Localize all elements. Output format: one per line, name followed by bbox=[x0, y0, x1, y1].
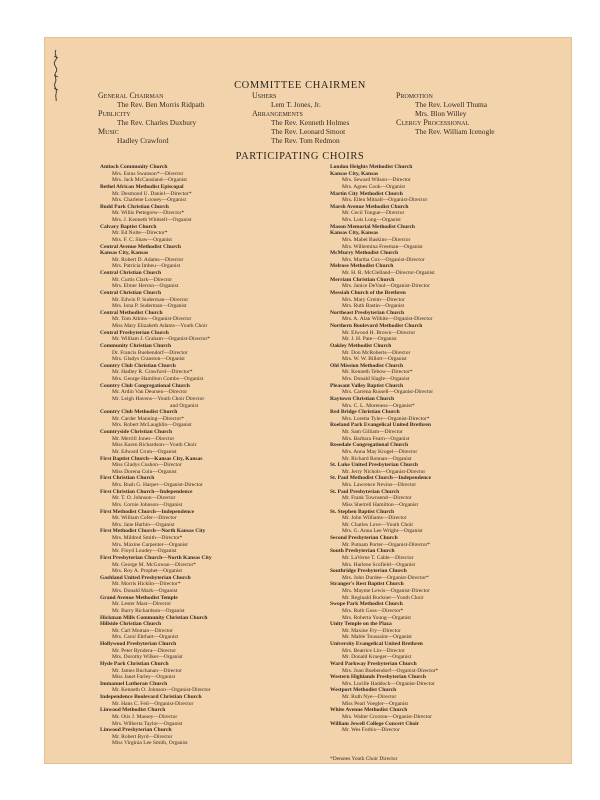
church-name: Old Mission Methodist Church bbox=[330, 362, 404, 369]
person-entry: Mr. George M. McGowan—Director* bbox=[112, 561, 197, 568]
church-name: Martin City Methodist Church bbox=[330, 190, 403, 197]
person-entry: and Organist bbox=[170, 402, 199, 409]
church-name: Central Christian Church bbox=[100, 289, 162, 296]
church-name: Central Presbyterian Church bbox=[100, 329, 169, 336]
person-entry: Mrs. Lucille Haddock—Organist-Director bbox=[342, 680, 435, 687]
person-entry: Mr. William Cofer—Director bbox=[112, 515, 177, 522]
person-entry: Mrs. Wilhemina Freeman—Organist bbox=[342, 243, 423, 250]
church-name: Northern Boulevard Methodist Church bbox=[330, 323, 423, 329]
church-name: First Baptist Church—Kansas City, Kansas bbox=[100, 455, 203, 462]
person-entry: Mr. Leigh Havens—Youth Choir Director bbox=[112, 395, 205, 402]
church-name: Hillside Christian Church bbox=[100, 621, 162, 628]
church-name: South Presbyterian Church bbox=[330, 548, 395, 555]
person-entry: Mr. Kenneth O. Johnson—Organist-Director bbox=[112, 687, 211, 694]
church-name: Red Bridge Christian Church bbox=[330, 409, 400, 416]
church-name: Immanuel Lutheran Church bbox=[100, 680, 168, 687]
person-entry: Mr. Edward Crum—Organist bbox=[112, 448, 177, 455]
person-entry: Mr. LaVerne T. Cable—Director bbox=[342, 554, 414, 561]
person-entry: Mr. Elwood H. Brown—Director bbox=[342, 329, 416, 336]
person-entry: Mr. Lester Mast—Director bbox=[112, 601, 172, 608]
person-entry: Miss Pearl Voegler—Organist bbox=[342, 700, 408, 707]
person-entry: Mrs. Donald Mark—Organist bbox=[112, 588, 178, 594]
committee-label: Clergy Processional bbox=[396, 117, 470, 127]
person-entry: Mrs. F. C. Shaw—Organist bbox=[112, 236, 172, 243]
section-title: PARTICIPATING CHOIRS bbox=[235, 151, 365, 162]
church-name: St. Paul Methodist Church—Independence bbox=[330, 475, 432, 482]
church-name: Antioch Community Church bbox=[100, 164, 168, 170]
person-entry: Mrs. Martha Cox—Organist-Director bbox=[342, 256, 425, 263]
person-entry: Mr. Robert Byrd—Director bbox=[112, 733, 173, 740]
committee-label: General Chairman bbox=[98, 91, 164, 100]
church-name: First Methodist Church—Independence bbox=[100, 508, 195, 515]
person-entry: Mrs. Agnes Cook—Organist bbox=[342, 183, 405, 190]
person-entry: Mrs. George Hamilton Combs—Organist bbox=[112, 376, 204, 382]
church-name: McMurry Methodist Church bbox=[330, 250, 399, 257]
handwritten-annotation bbox=[50, 48, 62, 103]
person-entry: Miss Sherrell Hamilton—Organist bbox=[342, 501, 418, 508]
person-entry: Mrs. Barbara Fearn—Organist bbox=[342, 435, 410, 442]
person-entry: Mr. Carl Moman—Director bbox=[112, 627, 173, 634]
committee-label: Publicity bbox=[98, 108, 131, 118]
person-entry: Miss Virginia Lee Smith, Organist bbox=[112, 740, 188, 747]
church-name: Linwood Methodist Church bbox=[100, 707, 166, 714]
person-entry: Mrs. Mildred Smith—Director* bbox=[112, 535, 183, 541]
person-entry: Mr. Willis Pettegrew—Director* bbox=[112, 210, 185, 217]
church-name: Swope Park Methodist Church bbox=[330, 601, 403, 608]
person-entry: Mrs. Ruth Bastin—Organist bbox=[342, 303, 405, 310]
choir-list-right bbox=[330, 164, 576, 734]
person-entry: Mrs. Loretta Tyler—Organist-Director* bbox=[342, 415, 430, 422]
person-entry: The Rev. Lowell Thuma bbox=[415, 99, 488, 109]
church-name: St. Stephen Baptist Church bbox=[330, 508, 395, 515]
church-name: Second Presbyterian Church bbox=[330, 535, 398, 541]
church-name: Western Highlands Presbyterian Church bbox=[330, 674, 426, 681]
committee-column-1 bbox=[98, 92, 205, 145]
church-name: Central Avenue Methodist Church bbox=[100, 243, 181, 250]
person-entry: Mr. Wes Forbis—Director bbox=[342, 727, 400, 734]
person-entry: Mrs. Jack McCausland—Organist bbox=[112, 177, 187, 184]
person-entry: Mrs. Carol Ehrhart—Organist bbox=[112, 634, 179, 641]
church-name: London Heights Methodist Church bbox=[330, 164, 413, 170]
person-entry: Mrs. Lois Long—Organist bbox=[342, 217, 401, 223]
person-entry: Mr. William J. Graham—Organist-Director* bbox=[112, 336, 211, 343]
church-name: Raytown Christian Church bbox=[330, 395, 395, 402]
church-name: Stranger's Rest Baptist Church bbox=[330, 581, 404, 588]
church-name: William Jewell College Concert Choir bbox=[330, 720, 420, 727]
church-name: Roeland Park Evangelical United Brethren bbox=[330, 422, 431, 429]
committee-label: Music bbox=[98, 126, 119, 136]
church-name: First Presbyterian Church—North Kansas City bbox=[100, 554, 212, 561]
person-entry: Mrs. Blon Willey bbox=[415, 108, 467, 118]
person-entry: Mrs. Janice DeVaul—Organist-Director bbox=[342, 283, 430, 290]
church-name: Hollywood Presbyterian Church bbox=[100, 641, 177, 647]
person-entry: Mr. Desmond U. Daniel—Director* bbox=[112, 190, 192, 197]
choir-list-left bbox=[100, 164, 346, 747]
person-entry: Miss Dorena Coin—Organist bbox=[112, 468, 177, 475]
person-entry: Mr. J. H. Pate—Organist bbox=[342, 336, 397, 343]
church-name: Rosedale Congregational Church bbox=[330, 442, 409, 449]
person-entry: Mr. Charles Love—Youth Choir bbox=[342, 521, 414, 528]
church-name: Calvary Baptist Church bbox=[100, 223, 157, 230]
person-entry: The Rev. Ben Morris Ridpath bbox=[117, 99, 205, 109]
person-entry: Mrs. Patricia Imbeu—Organist bbox=[112, 263, 181, 270]
person-entry: Mr. Barry Richardson—Organist bbox=[112, 607, 185, 614]
person-entry: Mrs. J. Kenneth Whitsell—Organist bbox=[112, 217, 192, 223]
person-entry: Mrs. Beatrice Lin—Director bbox=[342, 647, 405, 654]
person-entry: Mr. Carder Manning—Director* bbox=[112, 415, 184, 422]
page-title: COMMITTEE CHAIRMEN bbox=[234, 80, 366, 91]
person-entry: Mr. Kenneth Tebow—Director* bbox=[342, 369, 413, 376]
person-entry: Mrs. Dorothy Wilker—Organist bbox=[112, 654, 183, 661]
church-name: Marsh Avenue Methodist Church bbox=[330, 203, 409, 210]
person-entry: Mr. T. O. Johnson—Director bbox=[112, 495, 176, 502]
church-name: Gashland United Presbyterian Church bbox=[100, 574, 191, 581]
committee-column-2 bbox=[252, 92, 349, 145]
person-entry: Mr. Morris Hicklin—Director* bbox=[112, 581, 181, 588]
church-name: Unity Temple on the Plaza bbox=[330, 621, 392, 628]
church-name: Central Christian Church bbox=[100, 270, 162, 276]
person-entry: Mrs. Anna May Krogel—Director bbox=[342, 448, 418, 455]
person-entry: Miss Janet Farley—Organist bbox=[112, 674, 176, 681]
church-name: St. Paul Presbyterian Church bbox=[330, 488, 400, 495]
person-entry: Mr. Donald Krueger—Organist bbox=[342, 654, 412, 661]
person-entry: Mrs. Gladys Cranston—Organist bbox=[112, 356, 185, 363]
church-name: Hickman Mills Community Christian Church bbox=[100, 614, 208, 621]
person-entry: Mrs. Mabel Baskins—Director bbox=[342, 236, 411, 243]
church-name: Oakley Methodist Church bbox=[330, 342, 392, 349]
person-entry: Mr. Merrill Jones—Director bbox=[112, 435, 175, 442]
person-entry: Miss Karen Richardson—Youth Choir bbox=[112, 442, 197, 449]
person-entry: Mr. Reginald Buckner—Youth Choir bbox=[342, 594, 424, 601]
person-entry: Mr. John Williams—Director bbox=[342, 515, 407, 522]
church-name: Country Club Methodist Church bbox=[100, 409, 178, 416]
person-entry: Miss Gladys Cushon—Director bbox=[112, 462, 182, 469]
person-entry: Mr. Hadley R. Crawford—Director* bbox=[112, 369, 193, 376]
person-entry: Mrs. Walter Croxton—Organist-Director bbox=[342, 713, 432, 720]
person-entry: Mrs. Elmer Herron—Organist bbox=[112, 283, 179, 290]
church-name: Westport Methodist Church bbox=[330, 687, 397, 694]
person-entry: Mr. Peter Ryndera—Director bbox=[112, 647, 177, 654]
church-name: Country Club Congregational Church bbox=[100, 382, 190, 389]
church-name: Ward Parkway Presbyterian Church bbox=[330, 660, 417, 667]
person-entry: Mrs. Ellen Mitnall—Organist-Director bbox=[342, 197, 428, 204]
person-entry: Mrs. Seward Wilson—Director bbox=[342, 177, 411, 184]
person-entry: Mr. Jerry Nichols—Organist-Director bbox=[342, 468, 426, 475]
person-entry: Mr. Cecil Tongue—Director bbox=[342, 210, 405, 217]
person-entry: Mrs. Lawrence Nevins—Director bbox=[342, 482, 417, 488]
person-entry: The Rev. Leonard Smoot bbox=[271, 126, 346, 136]
person-entry: Mr. H. R. McClelland—Director-Organist bbox=[342, 270, 435, 276]
person-entry: Mr. Curtis Clark—Director bbox=[112, 276, 173, 283]
church-name: First Christian Church bbox=[100, 475, 155, 482]
church-name: Kansas City, Kansas bbox=[100, 250, 149, 257]
church-name: Kansas City, Kansas bbox=[330, 230, 379, 237]
church-name: University Evangelical United Brethren bbox=[330, 641, 423, 647]
church-name: Budd Park Christian Church bbox=[100, 203, 169, 210]
church-name: Central Methodist Church bbox=[100, 309, 163, 316]
committee-label: Promotion bbox=[396, 91, 433, 100]
person-entry: Mrs. Wilberta Taylor—Organist bbox=[112, 720, 183, 727]
person-entry: Hadley Crawford bbox=[117, 135, 169, 145]
person-entry: Mr. Don McRoberts—Director bbox=[342, 349, 411, 356]
person-entry: Dr. Francis Buebendorf—Director bbox=[112, 349, 188, 356]
person-entry: Mr. Otis J. Massey—Director bbox=[112, 713, 178, 720]
church-name: Merriam Christian Church bbox=[330, 276, 395, 283]
person-entry: Mrs. Maxine Carpenter—Organist bbox=[112, 541, 188, 548]
person-entry: Mr. Robert D. Adams—Director bbox=[112, 256, 184, 263]
person-entry: Mrs. Robert McLaughlin—Organist bbox=[112, 422, 192, 429]
church-name: First Methodist Church—North Kansas City bbox=[100, 528, 206, 535]
footnote: *Denotes Youth Choir Director bbox=[330, 756, 398, 762]
person-entry: Mrs. John Durdee—Organist-Director* bbox=[342, 574, 429, 581]
church-name: Linwood Presbyterian Church bbox=[100, 727, 172, 734]
church-name: Southridge Presbyterian Church bbox=[330, 568, 407, 575]
church-name: Mason Memorial Methodist Church bbox=[330, 223, 415, 230]
person-entry: Mrs. Rush G. Harper—Organist-Director bbox=[112, 482, 203, 488]
person-entry: Mrs. Charlene Looney—Organist bbox=[112, 197, 186, 204]
church-name: Bethel African Methodist Episcopal bbox=[100, 183, 184, 190]
person-entry: Mr. Floyd Loudey—Organist bbox=[112, 548, 177, 555]
person-entry: Mrs. Harlene Scofield—Organist bbox=[342, 561, 416, 568]
person-entry: Mr. Hans C. Feil—Organist-Director bbox=[112, 700, 194, 707]
person-entry: Lem T. Jones, Jr. bbox=[271, 99, 321, 109]
person-entry: The Rev. Kenneth Holmes bbox=[271, 117, 350, 127]
person-entry: Mrs. Mary Greim—Director bbox=[342, 296, 405, 303]
person-entry: Mr. Ardin Van Deursen—Director bbox=[112, 389, 188, 396]
church-name: Northeast Presbyterian Church bbox=[330, 309, 405, 316]
person-entry: Mrs. W. W. Billott—Organist bbox=[342, 356, 407, 363]
person-entry: Mr. James Buchanan—Director bbox=[112, 667, 182, 674]
church-name: Kansas City, Kansas bbox=[330, 170, 379, 177]
person-entry: Mrs. G. Anna Lee Wright—Organist bbox=[342, 528, 423, 535]
church-name: Countryside Christian Church bbox=[100, 429, 173, 435]
person-entry: Mr. Maxine Fry—Director bbox=[342, 627, 401, 634]
church-name: First Christian Church—Independence bbox=[100, 488, 193, 495]
person-entry: Miss Mary Elizabeth Adams—Youth Choir bbox=[112, 323, 208, 329]
church-name: Melrose Methodist Church bbox=[330, 263, 394, 270]
person-entry: Mrs. Carrena Russell—Organist-Director bbox=[342, 389, 434, 396]
church-name: Independence Boulevard Christian Church bbox=[100, 694, 202, 700]
committee-column-3 bbox=[396, 92, 495, 137]
person-entry: Mrs. Donald Slagle—Organist bbox=[342, 376, 410, 382]
person-entry: Mr. Sam Gilliam—Director bbox=[342, 429, 403, 435]
person-entry: Mr. Edwin P. Suderman—Director bbox=[112, 296, 189, 303]
committee-label: Arrangements bbox=[252, 108, 303, 118]
church-name: Community Christian Church bbox=[100, 342, 172, 349]
person-entry: Mrs. Estus Swanson*—Director bbox=[112, 170, 184, 177]
person-entry: Mrs. Joan Buebendorf—Organist-Director* bbox=[342, 667, 439, 674]
person-entry: Mrs. C. L. Moreness—Organist* bbox=[342, 402, 415, 409]
person-entry: Mr. Ed Nolte—Director* bbox=[112, 230, 168, 237]
person-entry: Mr. Richard Ronnan—Organist bbox=[342, 455, 412, 462]
person-entry: Mr. Tom Atkins—Organist-Director bbox=[112, 316, 192, 323]
church-name: White Avenue Methodist Church bbox=[330, 707, 408, 714]
person-entry: Mrs. Iona P. Suderman—Organist bbox=[112, 303, 187, 310]
church-name: Hyde Park Christian Church bbox=[100, 660, 169, 667]
church-name: St. Luke United Presbyterian Church bbox=[330, 462, 418, 469]
church-name: Pleasant Valley Baptist Church bbox=[330, 382, 404, 389]
church-name: Messiah Church of the Brethren bbox=[330, 289, 406, 296]
person-entry: Mr. Mable Toussaint—Organist bbox=[342, 634, 412, 641]
person-entry: Mrs. Roberta Young—Organist bbox=[342, 614, 411, 621]
person-entry: Mrs. Ruth Goss—Director* bbox=[342, 607, 404, 614]
person-entry: The Rev. Tom Redmon bbox=[271, 135, 340, 145]
person-entry: The Rev. Charles Duxbury bbox=[117, 117, 197, 127]
person-entry: Mr. Ruth Nye—Director bbox=[342, 694, 397, 700]
person-entry: Mr. Frank Townsend—Director bbox=[342, 495, 412, 502]
person-entry: Mrs. Roy A. Prophet—Organist bbox=[112, 568, 183, 575]
church-name: Country Club Christian Church bbox=[100, 362, 176, 369]
church-name: Grand Avenue Methodist Temple bbox=[100, 594, 178, 601]
committee-label: Ushers bbox=[252, 91, 277, 100]
person-entry: The Rev. William Icenogle bbox=[415, 126, 495, 136]
person-entry: Mr. Putnam Porter—Organist-Director* bbox=[342, 541, 431, 548]
person-entry: Mrs. Cornie Johnson—Organist bbox=[112, 501, 183, 508]
person-entry: Mrs. A. Alan Wilhite—Organist-Director bbox=[342, 316, 433, 323]
person-entry: Mrs. Jane Harbin—Organist bbox=[112, 521, 175, 528]
person-entry: Mrs. Mayme Lewis—Organist-Director bbox=[342, 588, 430, 594]
